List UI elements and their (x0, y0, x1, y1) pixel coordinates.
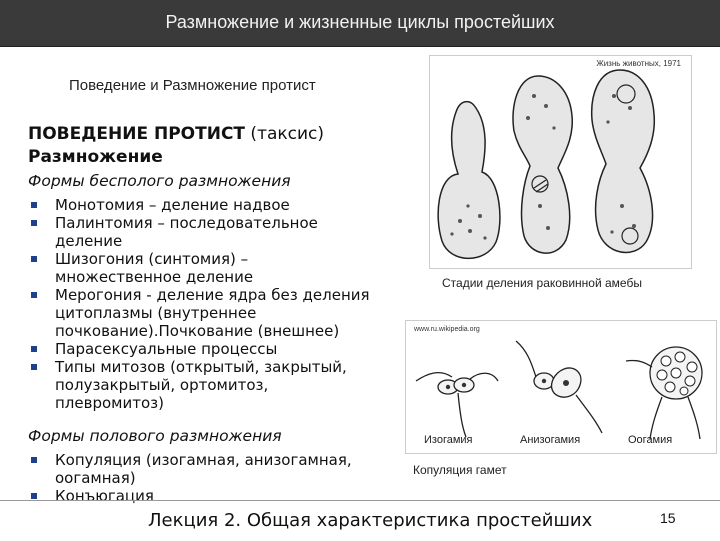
slide-subtitle: Поведение и Размножение протист (69, 77, 316, 94)
gametes-figure-caption: Копуляция гамет (413, 463, 507, 477)
amoeba-division-figure (429, 55, 692, 269)
asexual-title: Формы бесполого размножения (28, 172, 291, 190)
anisogamy-label: Анизогамия (520, 434, 581, 446)
amoeba-division-illustration (430, 56, 691, 268)
list-item: Типы митозов (открытый, закрытый, полузакрытый, ортомитоз, плевромитоз) (30, 358, 375, 412)
list-item: Мерогония - деление ядра без деления цитоплазмы (внутреннее почкование).Почкование (внешнее) (30, 286, 375, 340)
asexual-list (30, 196, 375, 412)
figure-credit: Жизнь животных, 1971 (596, 59, 681, 68)
lecture-title: Лекция 2. Общая характеристика простейших (148, 510, 593, 531)
isogamy-label: Изогамия (424, 434, 473, 446)
sexual-list (30, 451, 375, 505)
list-item: Конъюгация (30, 487, 375, 505)
list-item: Парасексуальные процессы (30, 340, 375, 358)
list-item: Шизогония (синтомия) – множественное деление (30, 250, 375, 286)
reproduction-heading: Размножение (28, 147, 163, 167)
sexual-title: Формы полового размножения (28, 427, 282, 445)
page-number: 15 (660, 510, 676, 526)
gamete-copulation-figure (405, 320, 717, 454)
oogamy-label: Оогамия (628, 434, 673, 446)
list-item: Палинтомия – последовательное деление (30, 214, 375, 250)
list-item: Монотомия – деление надвое (30, 196, 375, 214)
slide-title-bar (0, 0, 720, 47)
section-heading (28, 124, 324, 144)
heading-bold: ПОВЕДЕНИЕ ПРОТИСТ (28, 124, 246, 144)
slide-footer (0, 500, 720, 541)
list-item: Копуляция (изогамная, анизогамная, оогамная) (30, 451, 375, 487)
figure-credit: www.ru.wikipedia.org (414, 326, 480, 333)
heading-light: (таксис) (245, 124, 325, 144)
amoeba-figure-caption: Стадии деления раковинной амебы (442, 276, 642, 290)
slide-title: Размножение и жизненные циклы простейших (165, 12, 555, 32)
